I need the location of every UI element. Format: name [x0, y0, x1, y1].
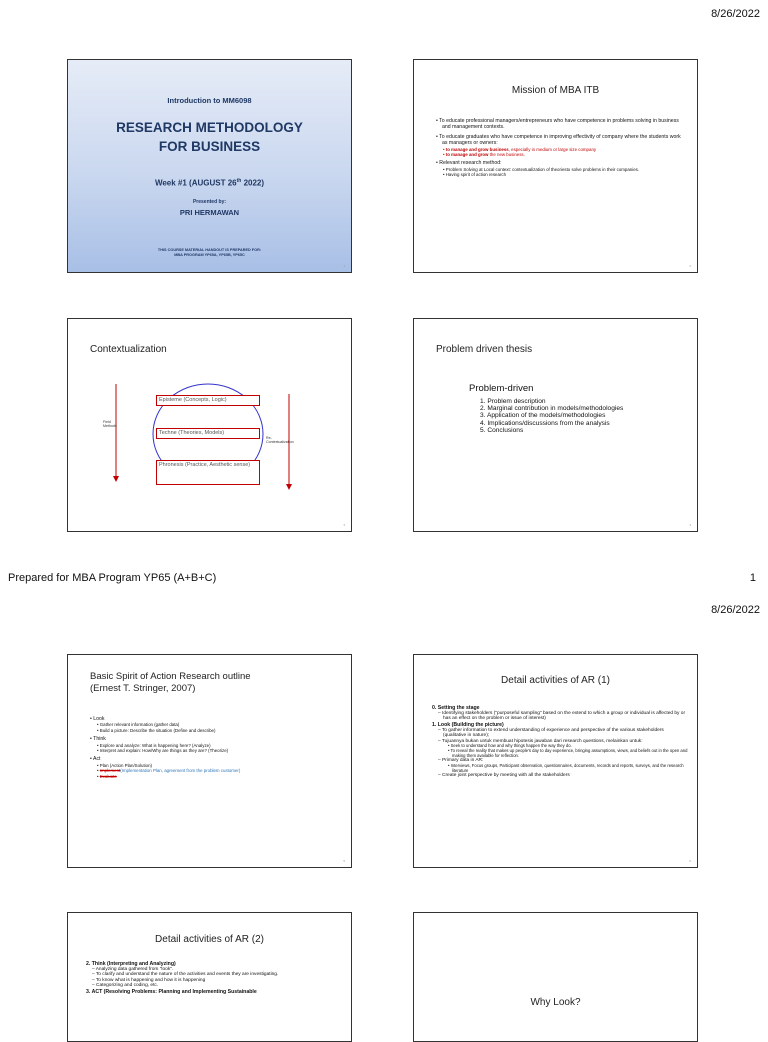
course-title — [68, 118, 351, 156]
list-subitem: – Create joint perspective by meeting with all the stakeholders — [438, 773, 570, 779]
list-item: 5. Conclusions — [480, 426, 524, 434]
week-label — [68, 178, 351, 188]
techne-box: Techne (Theories, Models) — [156, 428, 260, 439]
slide-mission[interactable] — [413, 59, 698, 273]
bullet: • Relevant research method: — [436, 160, 684, 166]
list-item: 2. Think (Interpreting and Analyzing) — [86, 961, 176, 967]
page-footer: Prepared for MBA Program YP65 (A+B+C) — [8, 572, 217, 584]
sub-bullet — [90, 774, 340, 779]
slide-number: 3 — [343, 523, 345, 527]
bullet: • To educate professional managers/entrepreneurs who have competence in problems solving in business and management contexts. — [436, 118, 684, 131]
bullet: • To educate graduates who have competence in improving effectivity of company where the students work as managers or owners: — [436, 134, 684, 147]
course-title-line2: FOR BUSINESS — [158, 139, 261, 154]
slide-why-look[interactable] — [413, 912, 698, 1042]
list-subsubitem: • Interviews, Focus groups, Participant observation, questionnaires, documents, records and reports, surveys, and the research literature — [448, 762, 684, 773]
list-subitem: – Primary data in AR: — [438, 758, 484, 764]
slide-title-text: Problem driven thesis — [436, 344, 533, 355]
list-item: 4. Implications/discussions from the analysis — [480, 419, 610, 427]
list-subitem: – To clarify and understand the nature of the activities and events they are investigating. — [92, 972, 279, 978]
slide-number: 4 — [689, 523, 691, 527]
field-methods-line1: Field — [103, 420, 111, 424]
slide-number: 5 — [343, 859, 345, 863]
presenter-name: PRI HERMAWAN — [179, 208, 240, 217]
slide-contextualization[interactable] — [67, 318, 352, 532]
handout-note — [68, 248, 351, 258]
course-intro: Introduction to MM6098 — [167, 96, 252, 105]
list-subsubitem: • To reveal the reality that makes up people's day to day experience, bringing assumptions, views, and beliefs out in the open and making them available for reflection. — [448, 747, 688, 758]
phronesis-box: Phronesis (Practice, Aesthetic sense) — [156, 460, 260, 485]
course-title-line1: RESEARCH METHODOLOGY — [116, 120, 303, 135]
left-arrow-head — [113, 476, 119, 482]
outline-bullets — [90, 713, 340, 779]
handout-note-line2: MBA PROGRAM YP65A, YP65B, YP65C — [174, 253, 245, 257]
sub-bullet-bold: to manage and grow — [445, 152, 489, 158]
struck-text: Implement — [99, 768, 121, 774]
right-arrow-head — [286, 484, 292, 490]
list-subsubitem: • Seek to understand how and why things happen the way they do. — [448, 743, 572, 749]
bullet: • Act — [90, 756, 340, 762]
slide-title-line2: (Ernest T. Stringer, 2007) — [90, 683, 196, 694]
detail-list — [84, 961, 342, 995]
slide-title-text: Mission of MBA ITB — [511, 85, 600, 96]
field-methods-label — [103, 420, 117, 429]
slide-problem-driven[interactable] — [413, 318, 698, 532]
sub-bullet — [436, 152, 684, 157]
problem-driven-heading: Problem-driven — [469, 383, 534, 394]
bullet: • Look — [90, 716, 340, 722]
page-date: 8/26/2022 — [711, 8, 760, 20]
list-item: 0. Setting the stage — [432, 705, 480, 711]
slide-title-text: Detail activities of AR (1) — [501, 675, 610, 686]
handout-note-line1: THIS COURSE MATERIAL HANDOUT IS PREPARED FOR: — [157, 248, 262, 252]
sub-bullet: • Interpret and explain: How/Why are things as they are? (Theorize) — [90, 748, 340, 753]
list-subitem: – Categorizing and coding, etc. — [92, 983, 159, 989]
sub-bullet-rest: the new business. — [488, 152, 525, 158]
slide-number: 1 — [343, 264, 345, 268]
recontextualization-line2: Contextualization — [266, 440, 294, 445]
page-date: 8/26/2022 — [711, 604, 760, 616]
week-suffix: 2022) — [241, 178, 265, 188]
list-subitem: – To gather information to extend understanding of experience and perspective of the various stakeholders (qualitative in nature); — [438, 727, 664, 739]
slide-title[interactable] — [67, 59, 352, 273]
sub-bullet-rest: (Implementation Plan, agreement from the problem customer) — [120, 768, 241, 774]
slide-title-text: Contextualization — [90, 344, 167, 355]
list-item: 3. Application of the models/methodologies — [480, 412, 606, 420]
list-item: 1. Look (Building the picture) — [432, 721, 504, 728]
sub-bullet: • Build a picture: Describe the situation (Define and describe) — [90, 728, 340, 733]
list-item: 3. ACT (Resolving Problems: Planning and Implementing Sustainable — [86, 988, 257, 995]
slide-action-research-outline[interactable] — [67, 654, 352, 868]
slide-title-text: Detail activities of AR (2) — [155, 934, 264, 945]
sub-bullet-rest: , especially in medium or large size company — [508, 146, 597, 152]
problem-driven-list — [476, 398, 686, 434]
struck-text: Evaluate — [99, 773, 117, 779]
recontextualization-line1: Re- — [266, 436, 272, 440]
slide-detail-ar-2[interactable] — [67, 912, 352, 1042]
list-subitem: – Tujuannya bukan untuk membuat hipotesis jawaban dari research questions, melainkan untuk: — [438, 738, 643, 744]
sub-bullet: • Plan (Action Plan/Solution) — [90, 763, 340, 768]
field-methods-line2: Methods — [103, 424, 117, 429]
week-sup: th — [236, 178, 242, 184]
sub-bullet: • Gather relevant information (gather data) — [90, 722, 340, 727]
slide-number: 6 — [689, 859, 691, 863]
episteme-box: Episteme (Concepts, Logic) — [156, 395, 260, 406]
slide-number: 2 — [689, 264, 691, 268]
page-number: 1 — [749, 572, 756, 584]
bullet: • Think — [90, 736, 340, 742]
presented-by: Presented by: — [192, 199, 227, 205]
week-prefix: Week #1 (AUGUST 26 — [154, 178, 237, 188]
slide-title-line1: Basic Spirit of Action Research outline — [90, 671, 251, 682]
slide-title-text — [90, 671, 251, 695]
list-subitem: – To know what is happening and how it is happening — [92, 977, 206, 983]
sub-bullet-bold: to manage and grow business — [445, 146, 509, 152]
list-subitem: – Analyzing data gathered from "look". — [92, 967, 174, 972]
sub-bullet: • Problem Solving at Local context: contextualization of theoriesto solve problems in their companies. — [436, 167, 684, 172]
list-subitem: – Identifying stakeholders ("purposeful sampling" based on the extend to which a group or individual is affected by or has an effect on the problem or issue of interest) — [438, 711, 686, 722]
mission-bullets — [436, 115, 684, 178]
slide-title-text: Why Look? — [530, 997, 581, 1008]
slide-detail-ar-1[interactable] — [413, 654, 698, 868]
list-item: 2. Marginal contribution in models/methodologies — [480, 405, 624, 413]
detail-list — [430, 705, 688, 779]
sub-bullet: • Explore and analyze: What is happening here? (Analyze) — [90, 743, 340, 748]
sub-bullet: • Having spirit of action research — [436, 172, 684, 177]
recontextualization-label — [266, 436, 294, 445]
list-item: 1. Problem description — [480, 398, 546, 405]
